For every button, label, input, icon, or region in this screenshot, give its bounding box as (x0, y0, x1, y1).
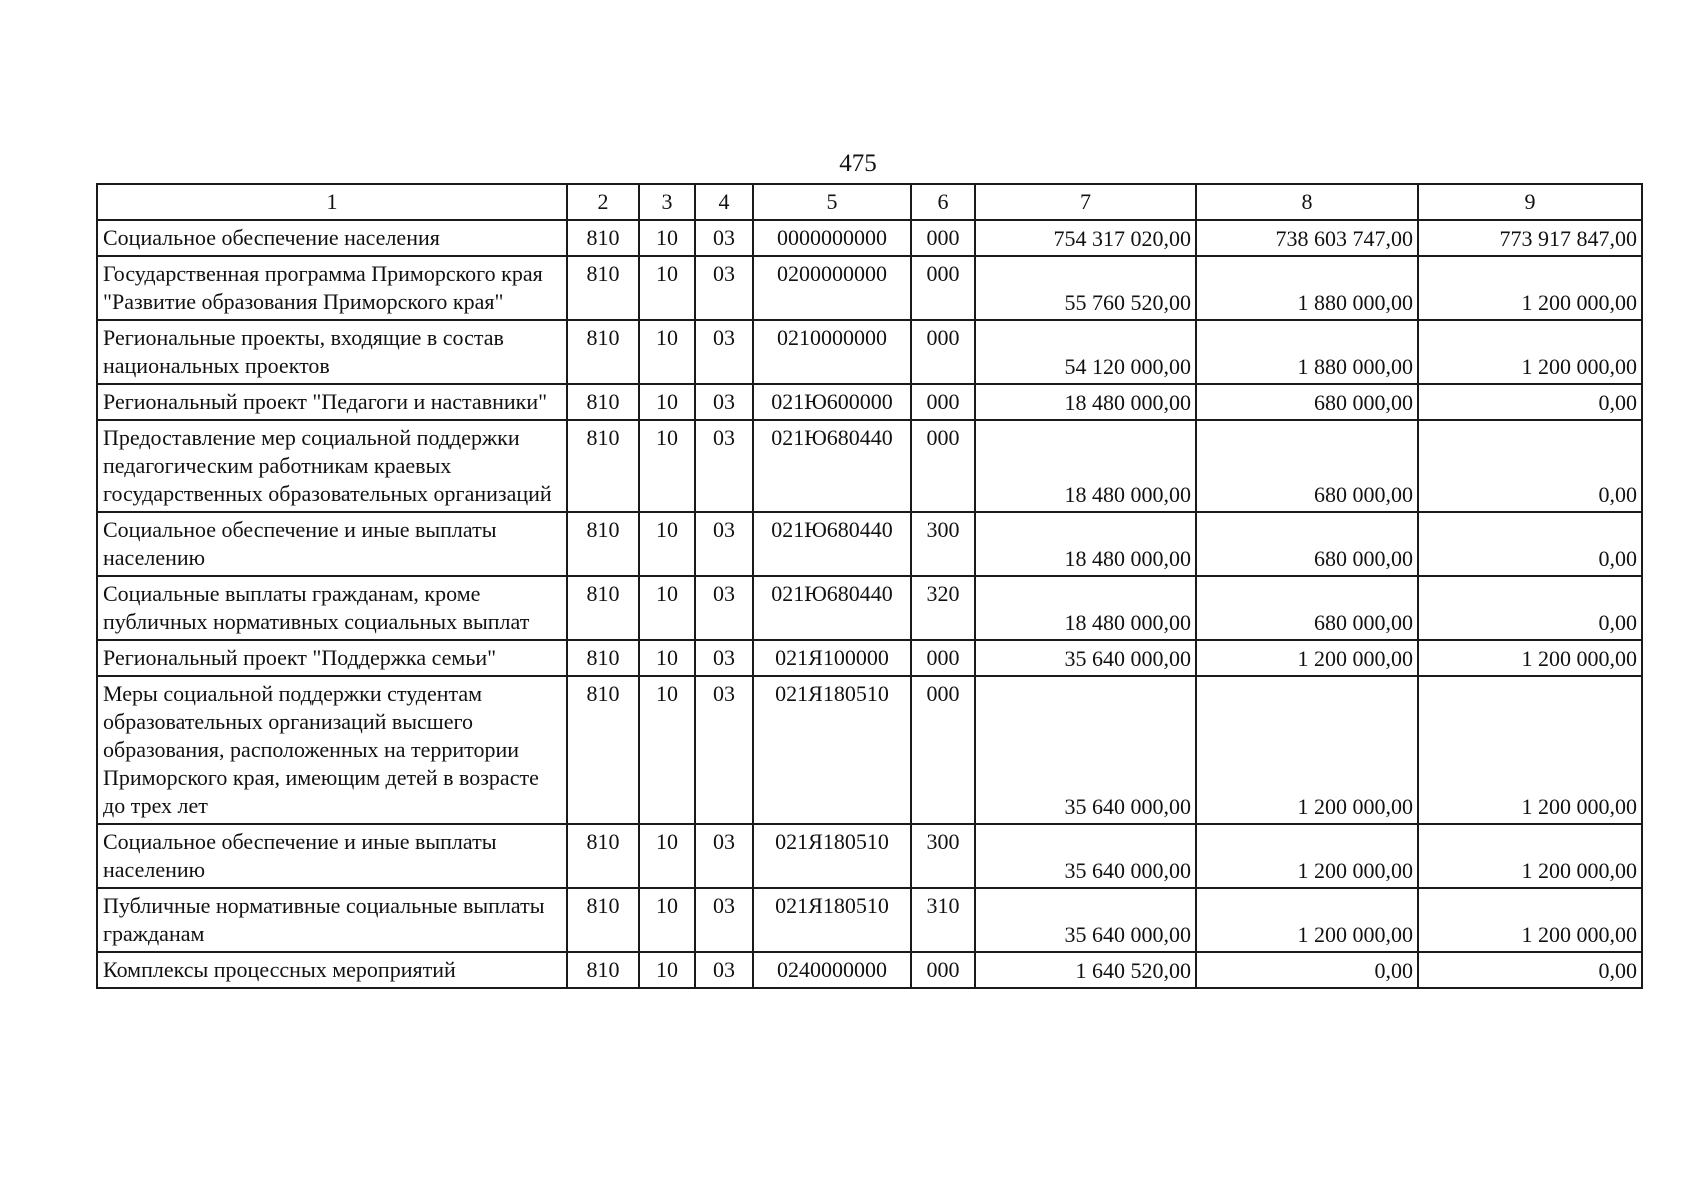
table-row (97, 512, 1642, 576)
row-col-6: 300 (911, 824, 975, 888)
header-col-6: 6 (911, 184, 975, 220)
table-row (97, 824, 1642, 888)
row-col-4: 03 (695, 320, 753, 384)
row-col-3: 10 (639, 320, 695, 384)
row-col-4: 03 (695, 256, 753, 320)
row-name: Социальное обеспечение и иные выплаты населению (97, 824, 567, 888)
row-amount-8: 1 200 000,00 (1196, 888, 1418, 952)
row-amount-7: 1 640 520,00 (975, 952, 1196, 988)
row-col-2: 810 (567, 952, 639, 988)
row-col-6: 000 (911, 952, 975, 988)
row-col-5: 0210000000 (753, 320, 911, 384)
row-col-3: 10 (639, 640, 695, 676)
row-col-5: 021Я180510 (753, 888, 911, 952)
row-col-4: 03 (695, 220, 753, 256)
row-amount-7: 35 640 000,00 (975, 888, 1196, 952)
row-amount-7: 18 480 000,00 (975, 576, 1196, 640)
row-amount-8: 680 000,00 (1196, 384, 1418, 420)
row-col-6: 310 (911, 888, 975, 952)
row-amount-7: 754 317 020,00 (975, 220, 1196, 256)
row-name: Комплексы процессных мероприятий (97, 952, 567, 988)
row-col-3: 10 (639, 676, 695, 824)
row-col-4: 03 (695, 576, 753, 640)
row-amount-9: 773 917 847,00 (1418, 220, 1642, 256)
row-amount-7: 18 480 000,00 (975, 512, 1196, 576)
row-col-6: 000 (911, 384, 975, 420)
header-col-7: 7 (975, 184, 1196, 220)
row-col-3: 10 (639, 384, 695, 420)
row-col-3: 10 (639, 256, 695, 320)
table-row (97, 220, 1642, 256)
table-row (97, 576, 1642, 640)
table-row (97, 676, 1642, 824)
row-amount-9: 1 200 000,00 (1418, 888, 1642, 952)
header-col-8: 8 (1196, 184, 1418, 220)
row-name: Социальные выплаты гражданам, кроме публичных нормативных социальных выплат (97, 576, 567, 640)
header-col-2: 2 (567, 184, 639, 220)
row-amount-9: 1 200 000,00 (1418, 824, 1642, 888)
row-name: Региональные проекты, входящие в состав национальных проектов (97, 320, 567, 384)
header-row (97, 184, 1642, 220)
row-col-2: 810 (567, 320, 639, 384)
row-col-6: 300 (911, 512, 975, 576)
row-amount-7: 35 640 000,00 (975, 640, 1196, 676)
row-name: Государственная программа Приморского края "Развитие образования Приморского края" (97, 256, 567, 320)
row-col-3: 10 (639, 888, 695, 952)
row-amount-8: 1 880 000,00 (1196, 320, 1418, 384)
row-col-4: 03 (695, 824, 753, 888)
row-col-6: 000 (911, 220, 975, 256)
row-col-2: 810 (567, 888, 639, 952)
row-col-3: 10 (639, 824, 695, 888)
row-col-4: 03 (695, 676, 753, 824)
row-col-2: 810 (567, 256, 639, 320)
row-amount-8: 1 200 000,00 (1196, 824, 1418, 888)
row-amount-8: 1 880 000,00 (1196, 256, 1418, 320)
row-col-2: 810 (567, 420, 639, 512)
row-col-3: 10 (639, 220, 695, 256)
row-amount-8: 0,00 (1196, 952, 1418, 988)
row-col-5: 021Я180510 (753, 824, 911, 888)
row-name: Региональный проект "Педагоги и наставники" (97, 384, 567, 420)
row-amount-9: 1 200 000,00 (1418, 256, 1642, 320)
table-row (97, 320, 1642, 384)
header-col-1: 1 (97, 184, 567, 220)
row-amount-8: 738 603 747,00 (1196, 220, 1418, 256)
row-col-6: 000 (911, 420, 975, 512)
row-col-4: 03 (695, 888, 753, 952)
row-name: Социальное обеспечение и иные выплаты населению (97, 512, 567, 576)
row-amount-7: 35 640 000,00 (975, 676, 1196, 824)
page-number: 475 (839, 150, 877, 177)
row-amount-9: 1 200 000,00 (1418, 640, 1642, 676)
row-col-3: 10 (639, 420, 695, 512)
row-name: Публичные нормативные социальные выплаты гражданам (97, 888, 567, 952)
row-col-6: 000 (911, 256, 975, 320)
row-amount-9: 0,00 (1418, 576, 1642, 640)
row-amount-7: 35 640 000,00 (975, 824, 1196, 888)
row-col-5: 021Ю680440 (753, 576, 911, 640)
row-col-5: 021Ю600000 (753, 384, 911, 420)
row-col-4: 03 (695, 512, 753, 576)
row-name: Меры социальной поддержки студентам образовательных организаций высшего образования, расположенных на территории Приморского края, имеющим детей в возрасте до трех лет (97, 676, 567, 824)
row-amount-9: 0,00 (1418, 384, 1642, 420)
row-col-4: 03 (695, 420, 753, 512)
row-col-5: 0000000000 (753, 220, 911, 256)
row-col-2: 810 (567, 640, 639, 676)
row-col-6: 000 (911, 640, 975, 676)
row-col-2: 810 (567, 512, 639, 576)
row-col-4: 03 (695, 384, 753, 420)
row-amount-9: 0,00 (1418, 952, 1642, 988)
row-amount-8: 1 200 000,00 (1196, 676, 1418, 824)
budget-table (96, 183, 1643, 989)
row-col-3: 10 (639, 952, 695, 988)
row-name: Региональный проект "Поддержка семьи" (97, 640, 567, 676)
table-body (97, 220, 1642, 988)
header-col-9: 9 (1418, 184, 1642, 220)
row-amount-7: 18 480 000,00 (975, 420, 1196, 512)
row-col-2: 810 (567, 576, 639, 640)
header-col-3: 3 (639, 184, 695, 220)
row-col-6: 000 (911, 320, 975, 384)
row-amount-9: 0,00 (1418, 512, 1642, 576)
row-amount-8: 680 000,00 (1196, 576, 1418, 640)
row-col-2: 810 (567, 824, 639, 888)
row-amount-8: 680 000,00 (1196, 420, 1418, 512)
row-amount-9: 1 200 000,00 (1418, 676, 1642, 824)
row-col-6: 000 (911, 676, 975, 824)
header-col-5: 5 (753, 184, 911, 220)
table-header (97, 184, 1642, 220)
table-row (97, 256, 1642, 320)
row-amount-7: 54 120 000,00 (975, 320, 1196, 384)
row-name: Предоставление мер социальной поддержки педагогическим работникам краевых государственных образовательных организаций (97, 420, 567, 512)
row-amount-7: 55 760 520,00 (975, 256, 1196, 320)
table-row (97, 420, 1642, 512)
row-amount-8: 1 200 000,00 (1196, 640, 1418, 676)
row-col-4: 03 (695, 952, 753, 988)
table-row (97, 384, 1642, 420)
row-amount-7: 18 480 000,00 (975, 384, 1196, 420)
row-col-4: 03 (695, 640, 753, 676)
row-col-6: 320 (911, 576, 975, 640)
row-col-2: 810 (567, 220, 639, 256)
table-row (97, 640, 1642, 676)
row-col-5: 021Я180510 (753, 676, 911, 824)
row-col-5: 021Я100000 (753, 640, 911, 676)
row-amount-9: 0,00 (1418, 420, 1642, 512)
row-col-3: 10 (639, 576, 695, 640)
table-row (97, 952, 1642, 988)
row-col-2: 810 (567, 676, 639, 824)
row-col-3: 10 (639, 512, 695, 576)
row-name: Социальное обеспечение населения (97, 220, 567, 256)
row-col-5: 021Ю680440 (753, 512, 911, 576)
table-row (97, 888, 1642, 952)
row-amount-8: 680 000,00 (1196, 512, 1418, 576)
row-col-2: 810 (567, 384, 639, 420)
row-col-5: 0240000000 (753, 952, 911, 988)
row-col-5: 021Ю680440 (753, 420, 911, 512)
row-col-5: 0200000000 (753, 256, 911, 320)
row-amount-9: 1 200 000,00 (1418, 320, 1642, 384)
header-col-4: 4 (695, 184, 753, 220)
